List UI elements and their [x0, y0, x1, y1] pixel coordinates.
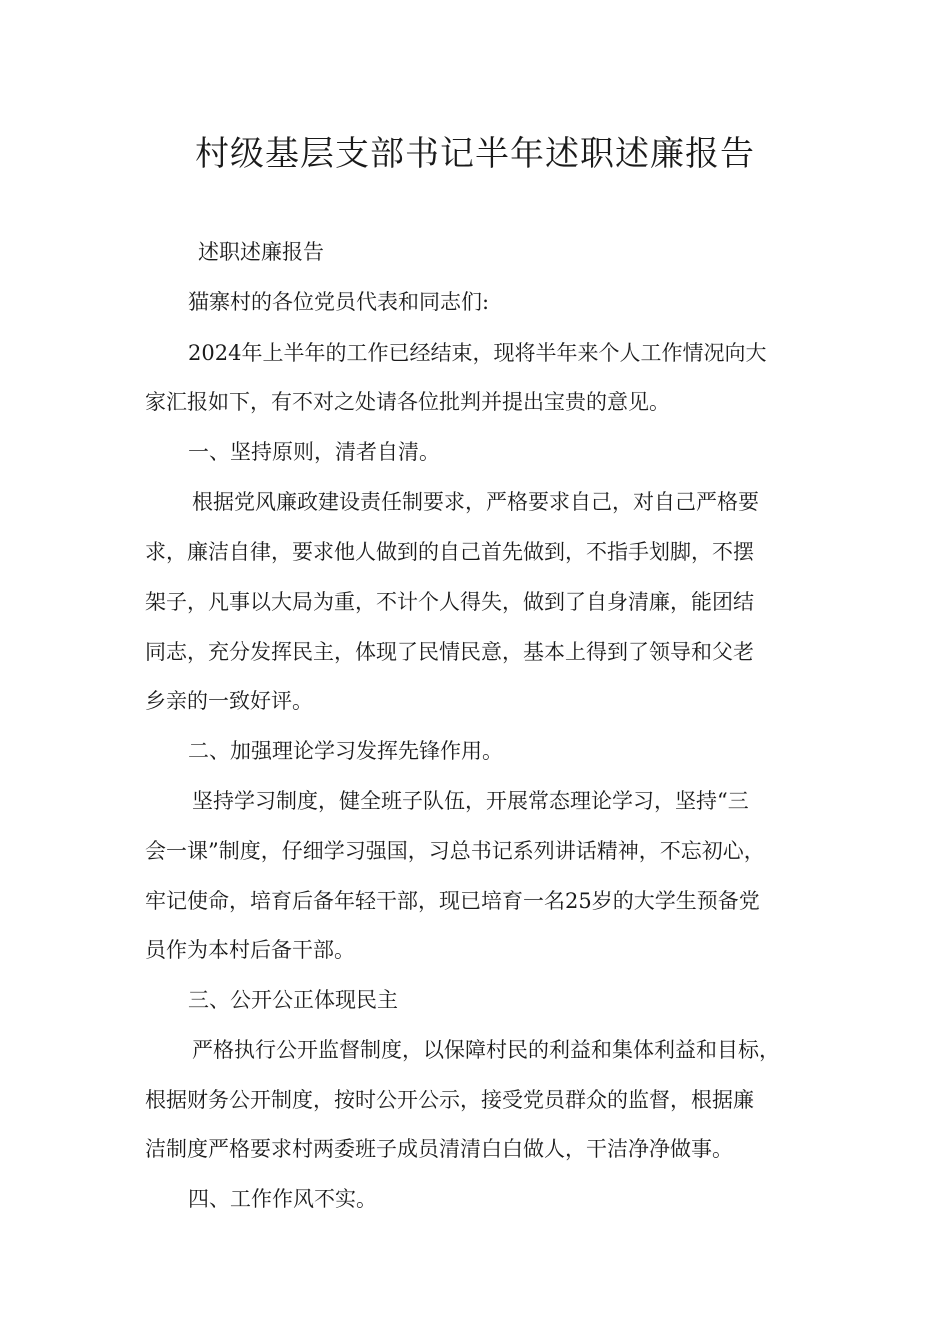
section-2-line-3: 牢记使命，培育后备年轻干部，现已培育一名25岁的大学生预备党 — [145, 889, 760, 913]
section-heading-4: 四、工作作风不实。 — [188, 1187, 377, 1211]
intro-line-1: 2024年上半年的工作已经结束，现将半年来个人工作情况向大 — [188, 341, 767, 365]
intro-line-2: 家汇报如下，有不对之处请各位批判并提出宝贵的意见。 — [145, 390, 670, 414]
section-1-line-3: 架子，凡事以大局为重，不计个人得失，做到了自身清廉，能团结 — [145, 590, 754, 614]
section-1-line-1: 根据党风廉政建设责任制要求，严格要求自己，对自己严格要 — [192, 490, 759, 514]
salutation: 猫寨村的各位党员代表和同志们: — [188, 290, 490, 314]
report-subtitle: 述职述廉报告 — [198, 240, 324, 264]
section-1-line-5: 乡亲的一致好评。 — [145, 689, 313, 713]
section-1-line-2: 求，廉洁自律，要求他人做到的自己首先做到，不指手划脚，不摆 — [145, 540, 754, 564]
section-heading-3: 三、公开公正体现民主 — [188, 988, 398, 1012]
section-3-line-1: 严格执行公开监督制度，以保障村民的利益和集体利益和目标， — [192, 1038, 780, 1062]
section-2-line-2: 会一课”制度，仔细学习强国，习总书记系列讲话精神，不忘初心， — [145, 839, 765, 863]
section-heading-2: 二、加强理论学习发挥先锋作用。 — [188, 739, 503, 763]
section-3-line-2: 根据财务公开制度，按时公开公示，接受党员群众的监督，根据廉 — [145, 1088, 754, 1112]
section-2-line-1: 坚持学习制度，健全班子队伍，开展常态理论学习，坚持“三 — [192, 789, 749, 813]
document-title: 村级基层支部书记半年述职述廉报告 — [195, 134, 755, 174]
section-heading-1: 一、坚持原则，清者自清。 — [188, 440, 440, 464]
section-1-line-4: 同志，充分发挥民主，体现了民情民意，基本上得到了领导和父老 — [145, 640, 754, 664]
section-2-line-4: 员作为本村后备干部。 — [145, 938, 355, 962]
section-3-line-3: 洁制度严格要求村两委班子成员清清白白做人，干洁净净做事。 — [145, 1137, 733, 1161]
